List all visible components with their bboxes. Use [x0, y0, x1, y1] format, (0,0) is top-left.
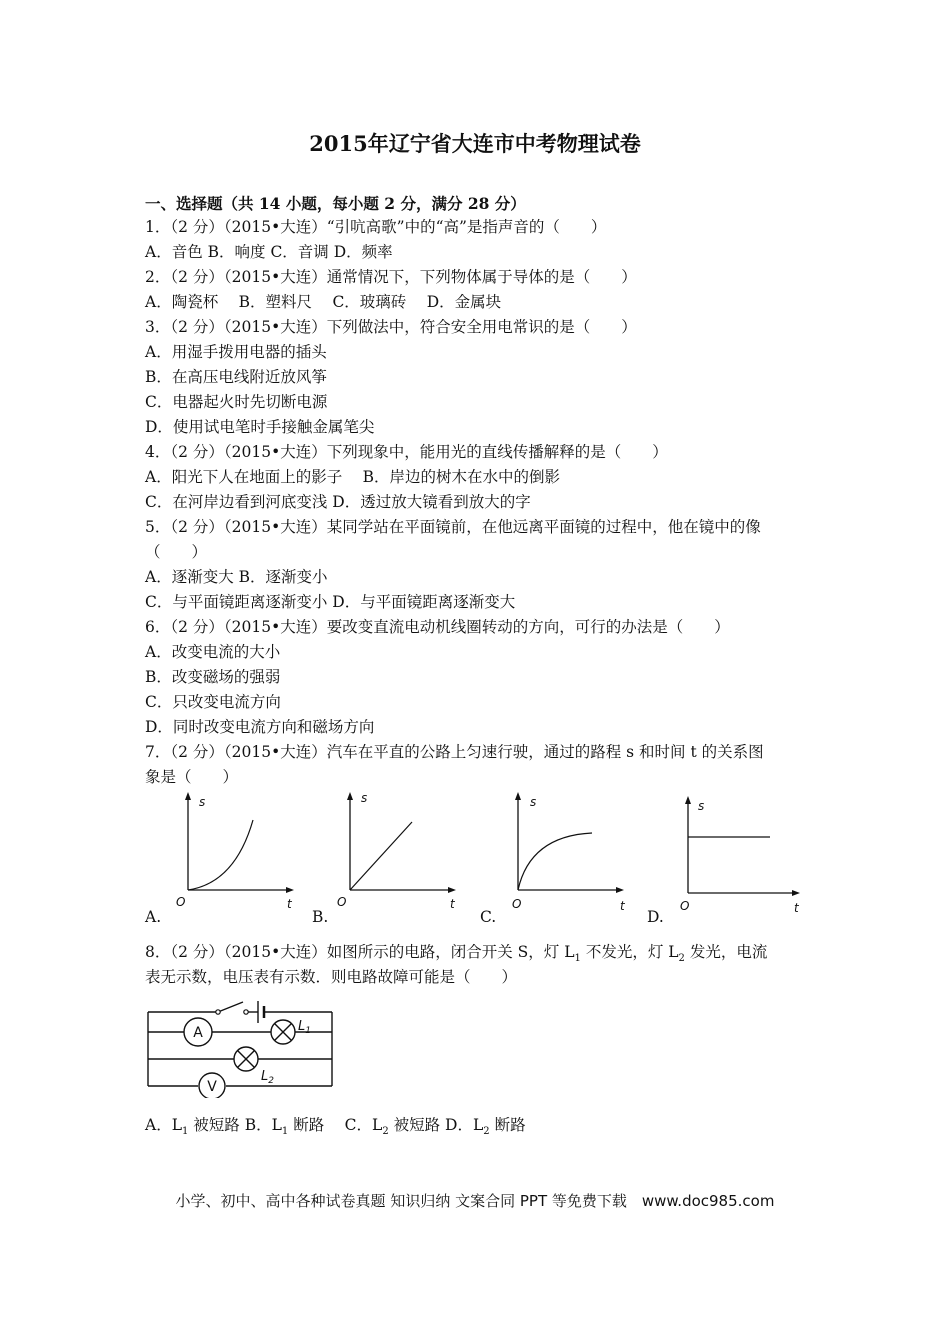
- q4-options-ab: A．阳光下人在地面上的影子 B．岸边的树木在水中的倒影: [145, 468, 561, 486]
- q6-stem: 6．（2 分）（2015•大连）要改变直流电动机线圈转动的方向，可行的办法是（ ）: [145, 618, 730, 636]
- q1-stem: 1．（2 分）（2015•大连）“引吭高歌”中的“高”是指声音的（ ）: [145, 218, 607, 236]
- q3-stem: 3．（2 分）（2015•大连）下列做法中，符合安全用电常识的是（ ）: [145, 318, 637, 336]
- q7-graph-d-t-label: t: [794, 901, 799, 913]
- q7-graph-b-t-label: t: [450, 897, 455, 911]
- q4-options-cd: C．在河岸边看到河底变浅 D．透过放大镜看到放大的字: [145, 493, 531, 511]
- q7-option-c-label: C.: [480, 908, 497, 926]
- q8-options: A．$L_1$ 被短路 B．$L_1$ 断路 C．$L_2$ 被短路 D．$L_2$ 断路: [145, 1116, 526, 1138]
- page-title: 2015年辽宁省大连市中考物理试卷: [309, 131, 641, 156]
- q3-option-b: B．在高压电线附近放风筝: [145, 368, 327, 386]
- page-footer: 小学、初中、高中各种试卷真题 知识归纳 文案合同 PPT 等免费下载 www.doc985.com: [175, 1192, 775, 1210]
- section-heading: 一、选择题（共 14 小题，每小题 2 分，满分 28 分）: [145, 194, 526, 213]
- q7-option-a-label: A.: [145, 908, 162, 926]
- q7-graph-a-origin: O: [176, 895, 186, 909]
- q5-stem: 5．（2 分）（2015•大连）某同学站在平面镜前，在他远离平面镜的过程中，他在镜中的像: [145, 518, 761, 536]
- q5-options-cd: C．与平面镜距离逐渐变小 D．与平面镜距离逐渐变大: [145, 593, 516, 611]
- l1-label: $L_1$: [298, 1019, 311, 1036]
- q7-graph-c-curve: [518, 833, 592, 890]
- q7-graph-d: [668, 788, 808, 913]
- q8-stem-cont: 表无示数，电压表有示数．则电路故障可能是（ ）: [145, 968, 518, 986]
- q7-stem-cont: 象是（ ）: [145, 768, 239, 786]
- q6-option-c: C．只改变电流方向: [145, 693, 281, 711]
- q6-option-b: B．改变磁场的强弱: [145, 668, 281, 686]
- q7-option-d-label: D.: [647, 908, 664, 926]
- q7-option-b-label: B.: [312, 908, 329, 926]
- q7-graph-b-line: [350, 822, 412, 890]
- q7-graph-c-origin: O: [512, 897, 522, 911]
- q7-graph-b-origin: O: [337, 895, 347, 909]
- q2-stem: 2．（2 分）（2015•大连）通常情况下，下列物体属于导体的是（ ）: [145, 268, 637, 286]
- q7-graph-c-t-label: t: [620, 899, 625, 913]
- q3-option-a: A．用湿手拨用电器的插头: [145, 343, 327, 361]
- q8-circuit-diagram: [140, 992, 340, 1098]
- q7-graph-a-s-label: s: [199, 795, 206, 809]
- q8-stem: 8．（2 分）（2015•大连）如图所示的电路，闭合开关 S，灯 $L_1$ 不发光，灯 $L_2$ 发光，电流: [145, 943, 768, 965]
- q3-option-d: D．使用试电笔时手接触金属笔尖: [145, 418, 375, 436]
- q7-graph-a-t-label: t: [287, 897, 292, 911]
- l2-label: $L_2$: [261, 1069, 274, 1086]
- q6-option-a: A．改变电流的大小: [145, 643, 281, 661]
- switch-lever: [218, 1002, 243, 1012]
- q7-graph-d-origin: O: [680, 899, 690, 913]
- q4-stem: 4．（2 分）（2015•大连）下列现象中，能用光的直线传播解释的是（ ）: [145, 443, 668, 461]
- q3-option-c: C．电器起火时先切断电源: [145, 393, 328, 411]
- q5-stem-cont: （ ）: [145, 543, 208, 561]
- q5-options-ab: A．逐渐变大 B．逐渐变小: [145, 568, 328, 586]
- q6-option-d: D．同时改变电流方向和磁场方向: [145, 718, 375, 736]
- q7-graph-c: [500, 788, 630, 913]
- voltmeter-label: V: [207, 1079, 217, 1095]
- ammeter-label: A: [193, 1025, 203, 1041]
- q7-graph-c-s-label: s: [530, 795, 537, 809]
- q7-stem: 7．（2 分）（2015•大连）汽车在平直的公路上匀速行驶，通过的路程 s 和时间 t 的关系图: [145, 743, 764, 761]
- q2-options: A．陶瓷杯 B．塑料尺 C．玻璃砖 D．金属块: [145, 293, 502, 311]
- q7-graph-d-s-label: s: [698, 799, 705, 813]
- q7-graph-a: [170, 788, 300, 913]
- q1-options: A．音色 B．响度 C．音调 D．频率: [145, 243, 393, 261]
- q7-graph-b-s-label: s: [361, 791, 368, 805]
- q7-graph-a-curve: [188, 820, 253, 890]
- q7-graph-b: [332, 788, 462, 913]
